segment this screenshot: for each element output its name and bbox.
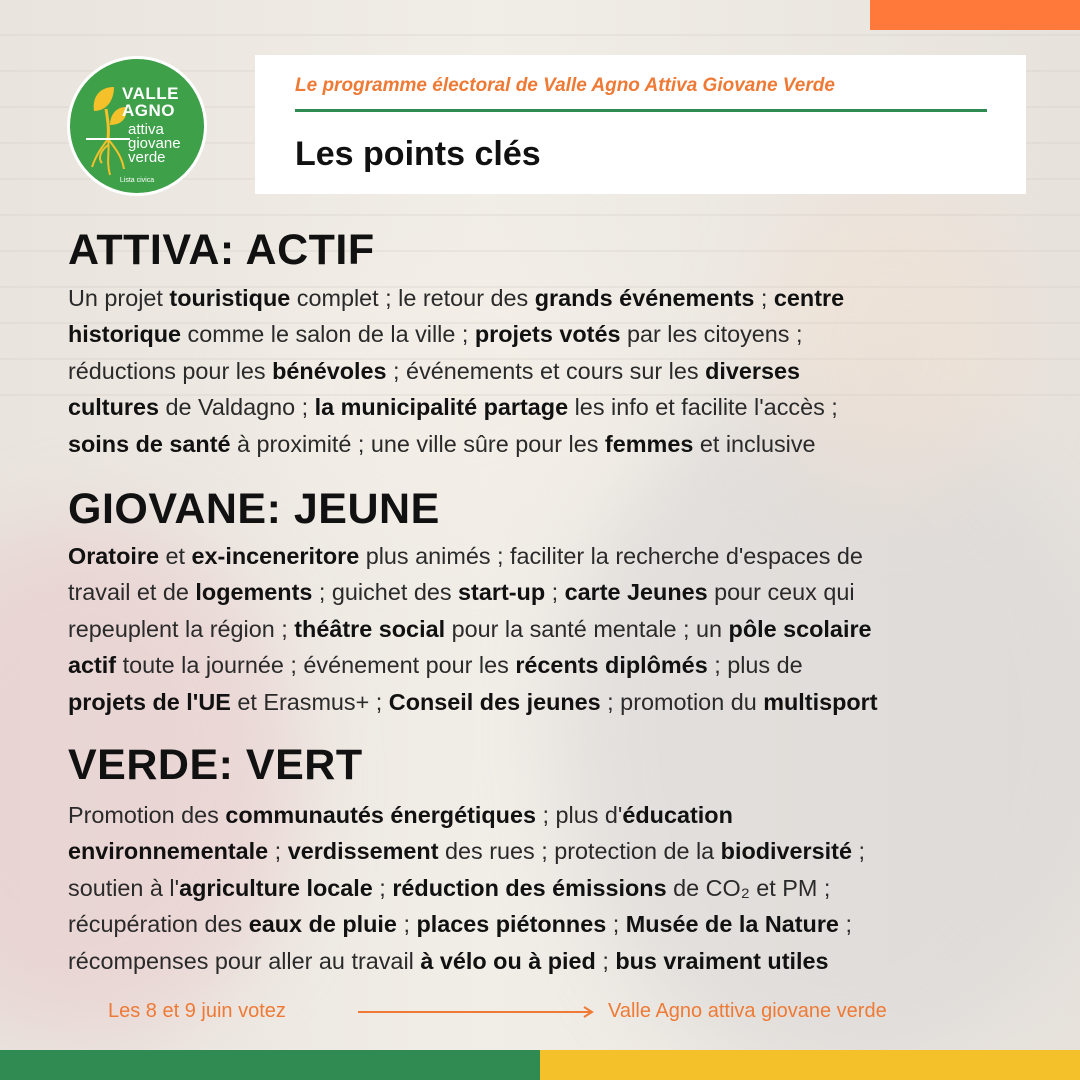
text-line [68, 316, 1043, 352]
bold-keyword: historique [68, 321, 182, 348]
bold-keyword: carte Jeunes [564, 579, 708, 606]
bold-keyword: projets votés [474, 321, 621, 348]
bold-keyword: multisport [763, 688, 878, 715]
bold-keyword: environnementale [68, 838, 269, 865]
header-divider [295, 109, 987, 112]
bold-keyword: Conseil des jeunes [388, 688, 601, 715]
header-subtitle: Le programme électoral de Valle Agno Attiva Giovane Verde [295, 75, 835, 96]
text-run: réductions pour les [68, 357, 273, 384]
bold-keyword: verdissement [287, 838, 439, 865]
text-run: repeuplent la région ; [68, 615, 295, 642]
text-run: ; [606, 911, 626, 938]
text-run: ; [754, 285, 774, 311]
section-title-giovane: GIOVANE: JEUNE [68, 485, 440, 533]
text-run: et Erasmus+ ; [230, 688, 389, 715]
logo-subtitle: Lista civica [119, 177, 155, 184]
bold-keyword: réduction des émissions [392, 874, 667, 901]
logo [67, 56, 207, 196]
section-body-attiva [68, 280, 1043, 462]
bold-keyword: touristique [169, 285, 291, 311]
bold-keyword: communautés énergétiques [225, 802, 536, 828]
bold-keyword: places piétonnes [416, 911, 607, 938]
header-card [255, 55, 1026, 194]
text-run: ; [396, 911, 417, 938]
text-run: soutien à l' [68, 874, 180, 901]
section-title-verde: VERDE: VERT [68, 741, 363, 789]
text-run: et inclusive [693, 430, 816, 457]
bold-keyword: agriculture locale [179, 874, 373, 901]
text-run: récupération des [68, 911, 249, 938]
text-run: travail et de [68, 579, 196, 606]
text-run: ; [268, 838, 288, 865]
text-run: Un projet [68, 285, 170, 311]
text-line [68, 538, 1043, 574]
text-run: et [159, 543, 192, 569]
logo-text: giovane [128, 135, 181, 152]
bold-keyword: diverses [705, 357, 801, 384]
text-run: ; [851, 838, 865, 865]
text-run: les info et facilite l'accès ; [568, 394, 838, 421]
section-body-giovane [68, 538, 1043, 720]
bottom-bar-green [0, 1050, 540, 1080]
bold-keyword: biodiversité [720, 838, 852, 865]
logo-text: attiva [128, 121, 164, 138]
bold-keyword: logements [195, 579, 313, 606]
bold-keyword: la municipalité partage [314, 394, 569, 421]
text-run: de Valdagno ; [159, 394, 315, 421]
bold-keyword: soins de santé [68, 430, 231, 457]
text-line [68, 647, 1043, 683]
text-line [68, 353, 1043, 389]
top-accent-bar [870, 0, 1080, 30]
bold-keyword: Musée de la Nature [625, 911, 839, 938]
text-run: plus animés ; faciliter la recherche d'espaces de [359, 543, 863, 569]
bold-keyword: femmes [604, 430, 694, 457]
text-line [68, 906, 1043, 942]
footer-vote-text: Les 8 et 9 juin votez [108, 1000, 286, 1022]
bold-keyword: récents diplômés [515, 652, 708, 679]
bold-keyword: projets de l'UE [68, 688, 231, 715]
text-run: ; événements et cours sur les [386, 357, 706, 384]
bottom-bar-yellow [540, 1050, 1080, 1080]
logo-text: verde [128, 149, 166, 166]
bold-keyword: à vélo ou à pied [420, 947, 596, 974]
text-line [68, 389, 1043, 425]
text-run: pour la santé mentale ; un [445, 615, 729, 642]
text-run: ; [595, 947, 616, 974]
text-run: ; plus de [707, 652, 803, 679]
text-run: Promotion des [68, 802, 226, 828]
text-line [68, 870, 1043, 906]
text-run: à proximité ; une ville sûre pour les [230, 430, 605, 457]
text-run: récompenses pour aller au travail [68, 947, 421, 974]
bold-keyword: centre [773, 285, 845, 311]
bold-keyword: pôle scolaire [728, 615, 872, 642]
text-line [68, 426, 1043, 462]
text-line [68, 943, 1043, 979]
text-line [68, 611, 1043, 647]
logo-text: AGNO [122, 101, 175, 120]
bold-keyword: Oratoire [68, 543, 159, 569]
bold-keyword: grands événements [534, 285, 755, 311]
bold-keyword: eaux de pluie [248, 911, 397, 938]
bold-keyword: start-up [458, 579, 546, 606]
footer-list-name: Valle Agno attiva giovane verde [608, 1000, 887, 1022]
text-run: pour ceux qui [707, 579, 855, 606]
text-run: des rues ; protection de la [438, 838, 721, 865]
text-run: ; promotion du [600, 688, 764, 715]
text-run: par les citoyens ; [620, 321, 803, 348]
text-run: ; guichet des [312, 579, 459, 606]
text-line [68, 280, 1043, 316]
bold-keyword: éducation [622, 802, 733, 828]
text-run: complet ; le retour des [290, 285, 535, 311]
logo-text: VALLE [122, 84, 179, 103]
text-run: ; [545, 579, 565, 606]
text-run: toute la journée ; événement pour les [116, 652, 516, 679]
text-run: de CO₂ et PM ; [666, 874, 831, 901]
section-title-attiva: ATTIVA: ACTIF [68, 226, 375, 274]
text-run: ; [372, 874, 393, 901]
bold-keyword: actif [68, 652, 117, 679]
arrow-right-icon [358, 1004, 598, 1020]
text-line [68, 797, 1043, 833]
text-line [68, 833, 1043, 869]
bold-keyword: ex-inceneritore [191, 543, 360, 569]
text-line [68, 574, 1043, 610]
text-run: ; plus d' [536, 802, 623, 828]
text-run: comme le salon de la ville ; [181, 321, 475, 348]
bold-keyword: théâtre social [294, 615, 446, 642]
bold-keyword: bus vraiment utiles [615, 947, 829, 974]
bold-keyword: cultures [68, 394, 159, 421]
text-line [68, 684, 1043, 720]
text-run: ; [838, 911, 852, 938]
section-body-verde [68, 797, 1043, 979]
bold-keyword: bénévoles [272, 357, 387, 384]
page-title: Les points clés [295, 135, 541, 173]
